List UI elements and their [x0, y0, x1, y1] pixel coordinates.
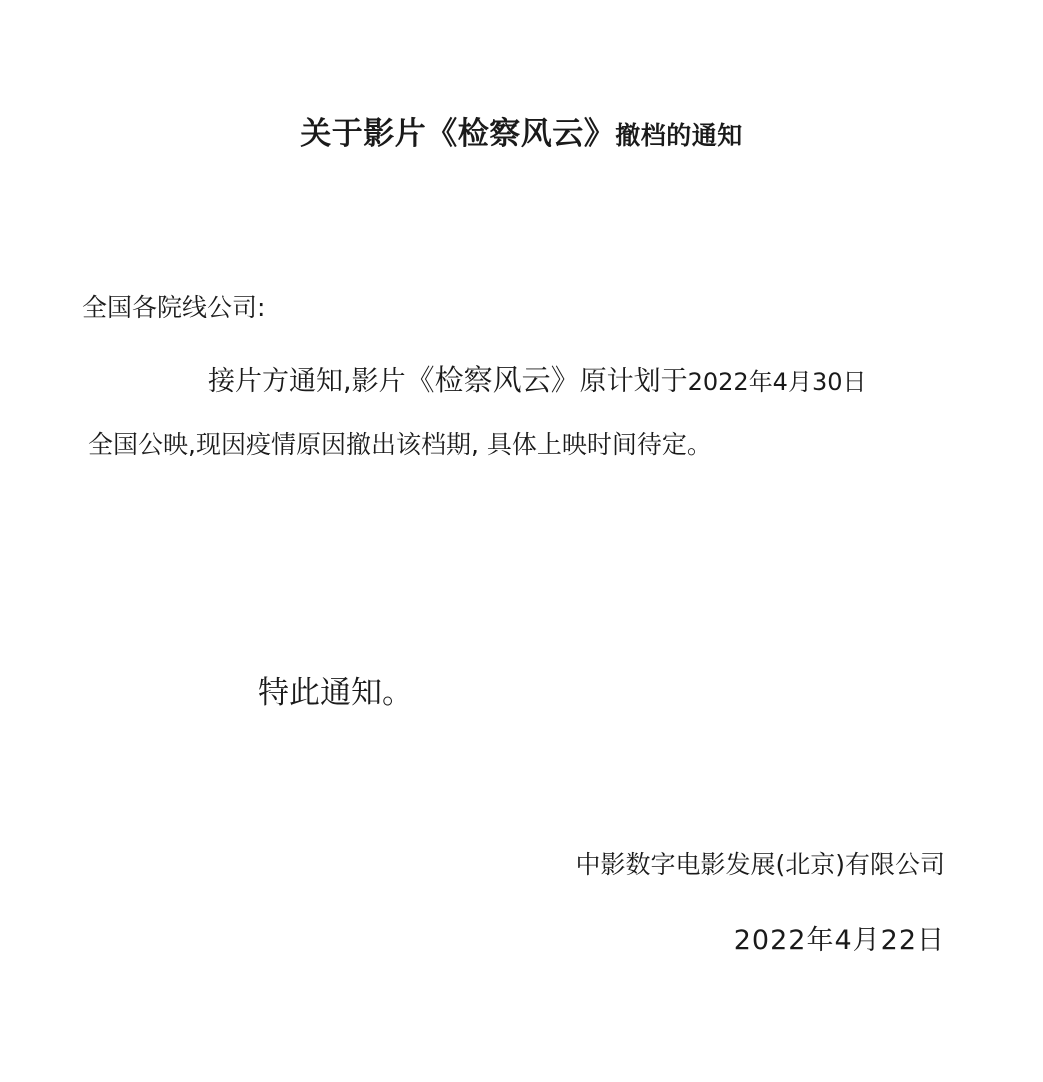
- original-release-date: 2022年4月30日: [687, 368, 867, 396]
- signature-organization: 中影数字电影发展(北京)有限公司: [575, 850, 945, 879]
- page-title-tail: 撤档的通知: [615, 121, 743, 150]
- page-title-main: 关于影片《检察风云》: [300, 116, 616, 152]
- body-line1-prefix: 接片方通知,影片: [208, 366, 406, 397]
- salutation: 全国各院线公司:: [82, 293, 266, 322]
- film-title: 《检察风云》: [405, 363, 580, 397]
- closing-statement: 特此通知。: [258, 675, 413, 711]
- signature-date: 2022年4月22日: [733, 925, 945, 956]
- body-line1-middle: 原计划于: [579, 366, 688, 397]
- body-paragraph-line-1: [208, 358, 867, 399]
- body-paragraph-line-2: 全国公映,现因疫情原因撤出该档期, 具体上映时间待定。: [88, 430, 712, 459]
- page-title: [0, 108, 1043, 153]
